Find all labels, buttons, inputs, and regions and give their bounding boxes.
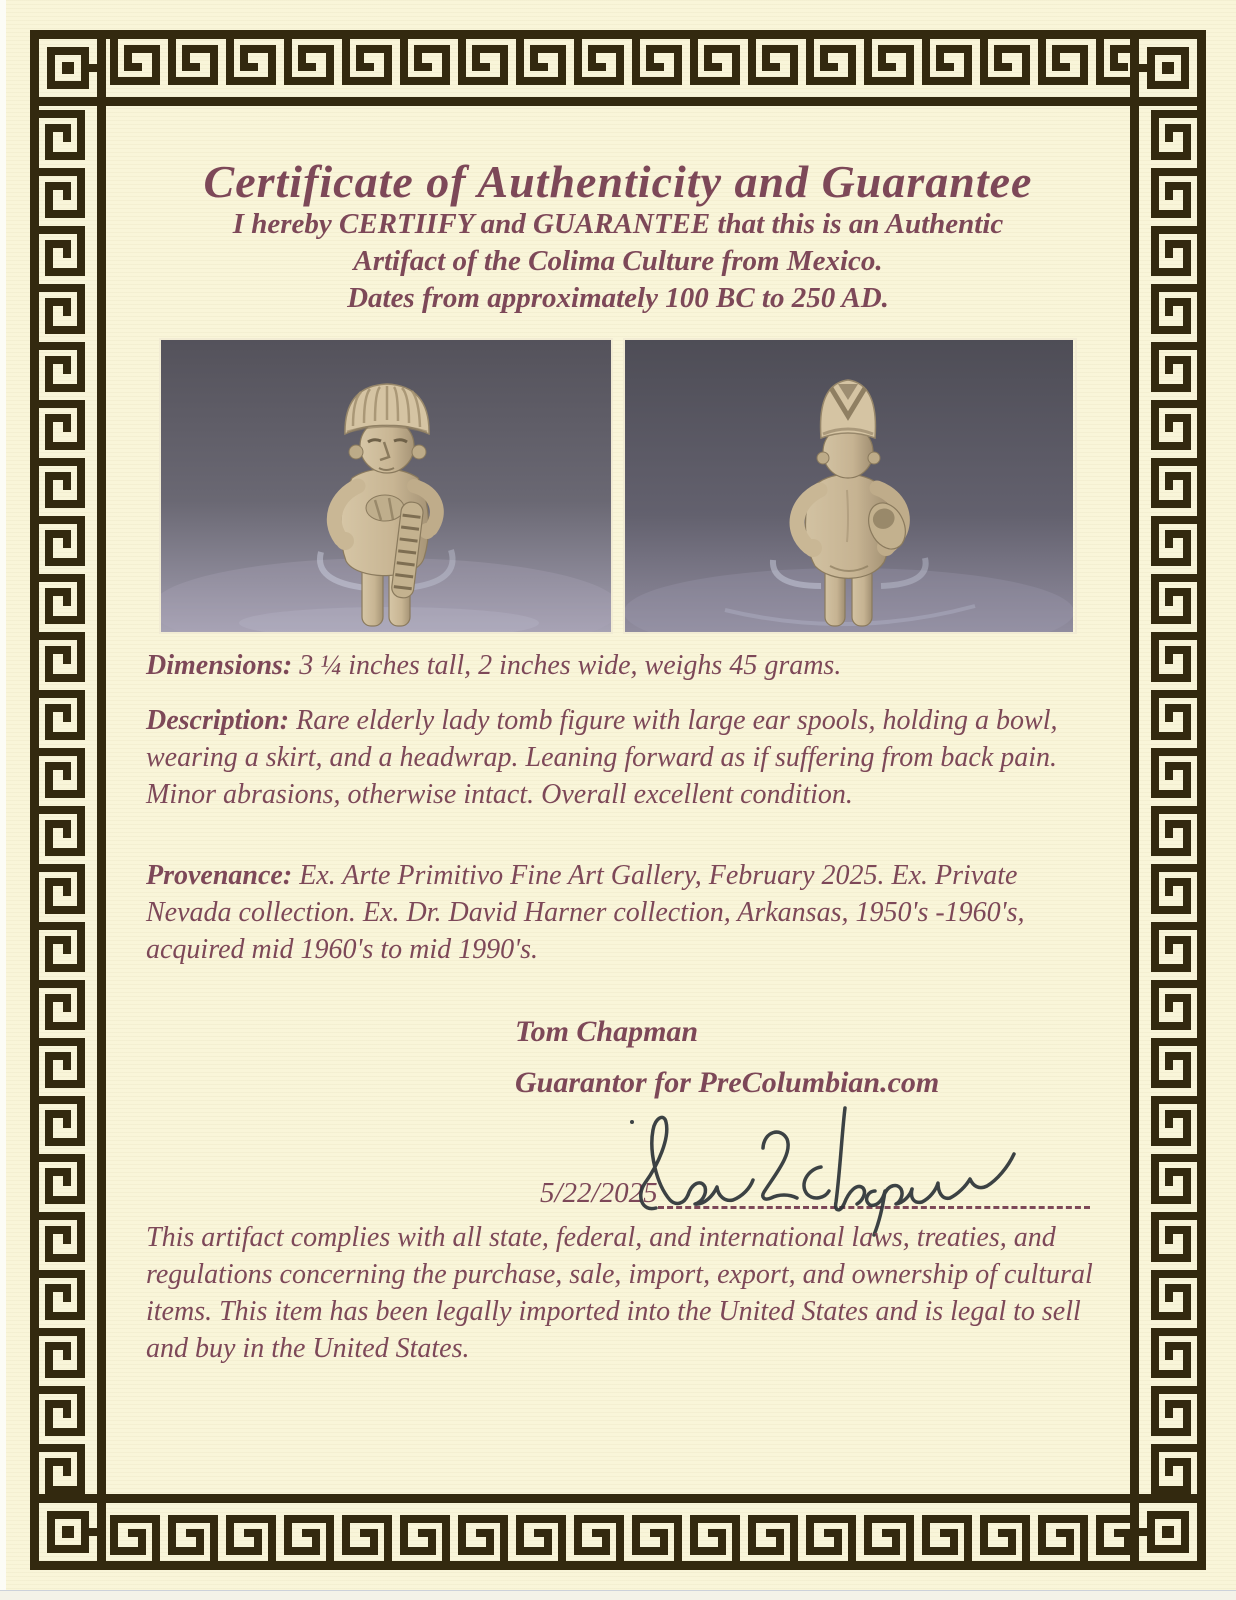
provenance-label: Provenance: <box>146 860 293 891</box>
guarantor-role: Guarantor for PreColumbian.com <box>515 1066 940 1099</box>
scan-edge-bottom <box>0 1590 1236 1600</box>
artifact-photos-row <box>106 340 1130 632</box>
provenance-text: Ex. Arte Primitivo Fine Art Gallery, February 2025. Ex. Private Nevada collection. Ex. Dr. David Harner collection, Arkansas, 1950's -1960's, acquired mid 1960's to mid 1990's. <box>146 860 1025 965</box>
greek-key-border-right <box>1130 106 1206 1494</box>
dimensions-text: 3 ¼ inches tall, 2 inches wide, weighs 45 grams. <box>292 650 842 681</box>
dimensions-paragraph <box>146 647 1104 684</box>
greek-key-border-bottom <box>106 1494 1130 1570</box>
signature-date: 5/22/2025 <box>540 1177 658 1209</box>
greek-key-corner-bottom-right <box>1130 1494 1206 1570</box>
artifact-photo-front <box>161 340 611 632</box>
artifact-front-illustration <box>161 340 611 632</box>
dimensions-label: Dimensions: <box>146 650 293 681</box>
artifact-back-illustration <box>625 340 1073 632</box>
greek-key-corner-bottom-left <box>30 1494 106 1570</box>
signature-line <box>658 1175 1090 1209</box>
description-paragraph <box>146 702 1104 813</box>
guarantor-name: Tom Chapman <box>515 1015 699 1048</box>
provenance-paragraph <box>146 857 1104 968</box>
handwritten-signature <box>612 1092 1042 1237</box>
legal-compliance-paragraph: This artifact complies with all state, federal, and international laws, treaties, and regulations concerning the purchase, sale, import, export, and ownership of cultural items. This item has been legally imported into the United States and is legal to sell and buy in the United States. <box>146 1222 1093 1364</box>
greek-key-corner-top-right <box>1130 30 1206 106</box>
statement-line: Dates from approximately 100 BC to 250 AD. <box>347 282 889 314</box>
description-text: Rare elderly lady tomb figure with large ear spools, holding a bowl, wearing a skirt, and a headwrap. Leaning forward as if suffering from back pain. Minor abrasions, otherwise intact. Overall excellent condition. <box>146 705 1058 810</box>
certificate-title: Certificate of Authenticity and Guarantee <box>203 155 1033 207</box>
statement-line: Artifact of the Colima Culture from Mexico. <box>353 245 883 277</box>
greek-key-border-top <box>106 30 1130 106</box>
greek-key-corner-top-left <box>30 30 106 106</box>
artifact-photo-back <box>625 340 1075 632</box>
scan-edge-left <box>0 0 6 1600</box>
greek-key-border-left <box>30 106 106 1494</box>
statement-line: I hereby CERTIIFY and GUARANTEE that this is an Authentic <box>232 208 1004 240</box>
description-label: Description: <box>146 705 290 736</box>
certification-statement <box>106 206 1130 317</box>
